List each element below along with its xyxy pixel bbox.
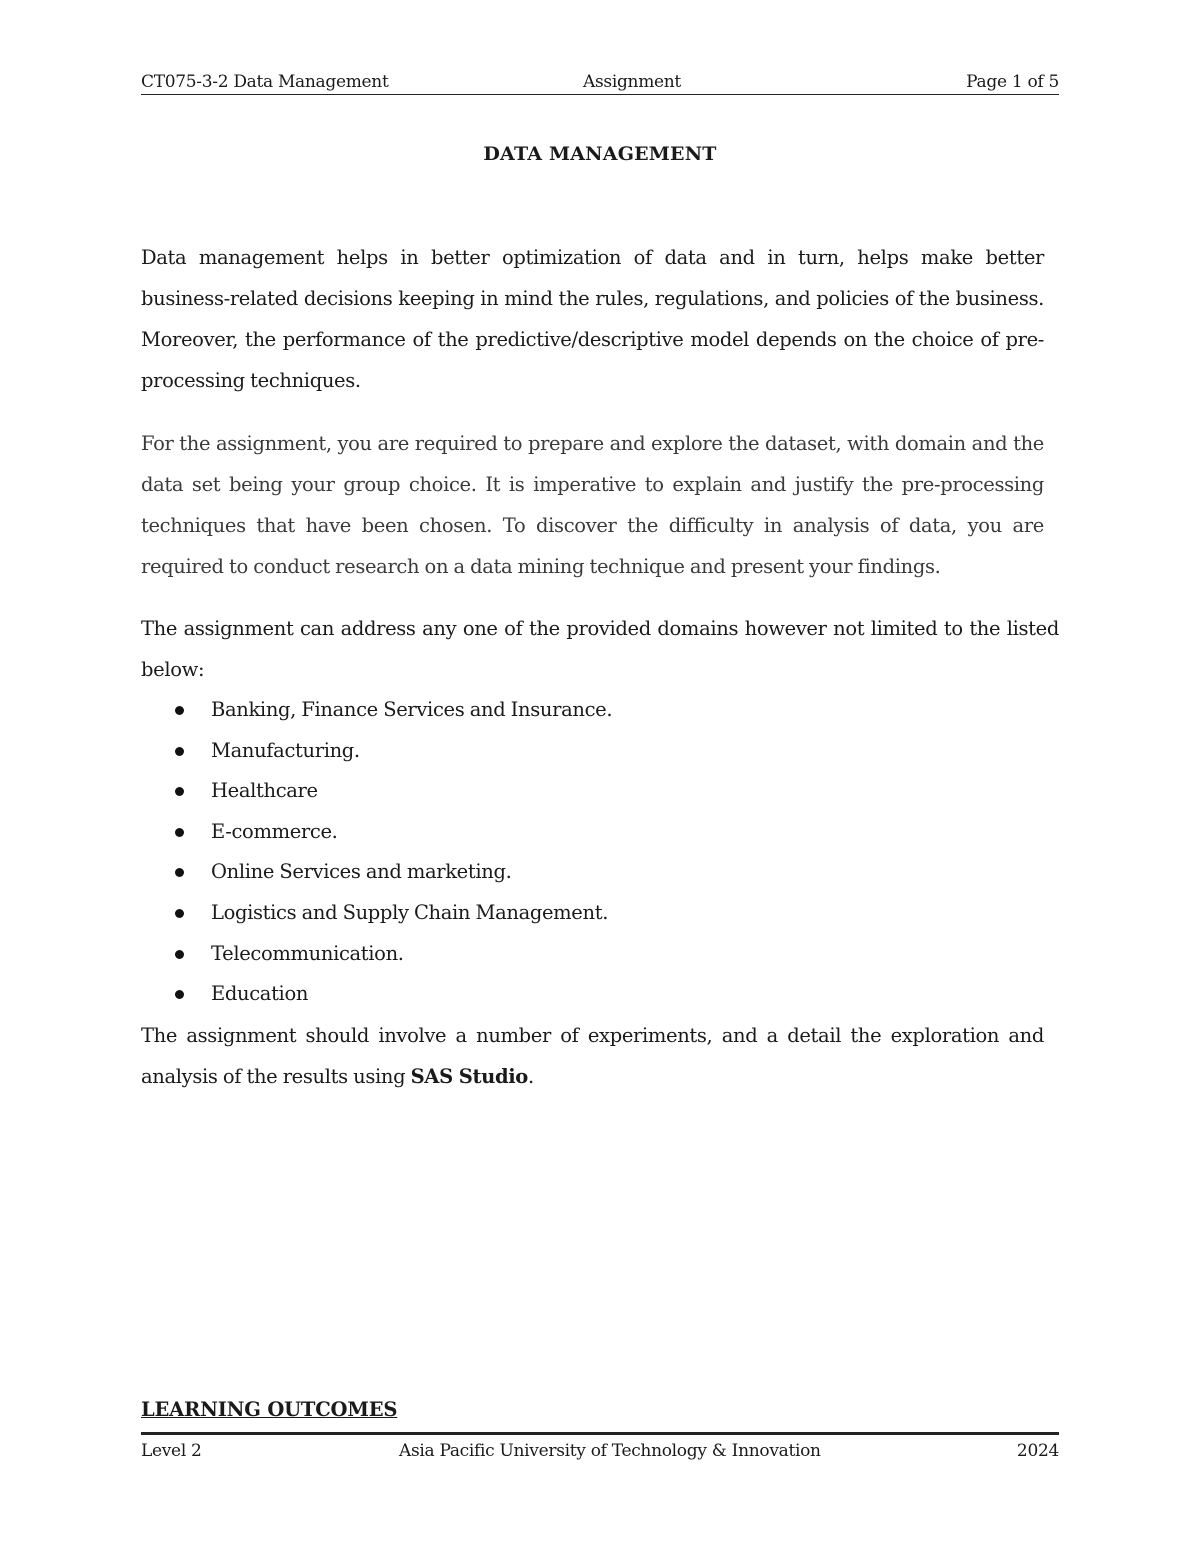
header-document-type: Assignment (583, 72, 681, 92)
bullet-icon (175, 747, 184, 756)
closing-prefix: The assignment should involve a number of experiments, and a detail the exploration and analysis of the results using (141, 1024, 1044, 1088)
closing-suffix: . (527, 1065, 534, 1088)
intro-paragraph (141, 237, 1044, 401)
list-item (141, 771, 612, 812)
bullet-icon (175, 950, 184, 959)
list-item (141, 893, 612, 934)
task-paragraph (141, 423, 1044, 587)
page-header (141, 72, 1059, 95)
list-item (141, 934, 612, 975)
tool-name: SAS Studio (410, 1065, 528, 1088)
task-text: For the assignment, you are required to prepare and explore the dataset, with domain and the data set being your group choice. It is imperative to explain and justify the pre-processing techniques that have been chosen. To discover the difficulty in analysis of data, you are required to conduct research on a data mining technique and present your findings. (141, 432, 1044, 578)
bullet-icon (175, 868, 184, 877)
domain-label: Manufacturing. (211, 738, 360, 762)
closing-paragraph (141, 1015, 1044, 1097)
footer-institution: Asia Pacific University of Technology & Innovation (399, 1441, 821, 1461)
domain-label: E-commerce. (211, 819, 338, 843)
bullet-icon (175, 828, 184, 837)
intro-text: Data management helps in better optimization of data and in turn, helps make better business-related decisions keeping in mind the rules, regulations, and policies of the business. Moreover, the performance of the predictive/descriptive model depends on the choice of pre-processing techniques. (141, 246, 1044, 392)
list-item (141, 852, 612, 893)
domain-label: Telecommunication. (211, 941, 404, 965)
list-item (141, 690, 612, 731)
closing-text (141, 1015, 1044, 1097)
bullet-icon (175, 787, 184, 796)
header-course-code: CT075-3-2 Data Management (141, 72, 389, 92)
footer-level: Level 2 (141, 1441, 202, 1461)
learning-outcomes-heading: LEARNING OUTCOMES (141, 1398, 398, 1421)
list-item (141, 812, 612, 853)
footer-year: 2024 (1016, 1441, 1059, 1461)
bullet-icon (175, 990, 184, 999)
domain-label: Healthcare (211, 779, 318, 803)
domains-intro-paragraph (141, 608, 1059, 690)
page-footer (141, 1432, 1059, 1469)
bullet-icon (175, 909, 184, 918)
domains-intro-text: The assignment can address any one of the provided domains however not limited to the listed below: (141, 617, 1059, 681)
domain-label: Online Services and marketing. (211, 860, 512, 884)
page-title: DATA MANAGEMENT (483, 143, 717, 165)
domain-label: Banking, Finance Services and Insurance. (211, 698, 613, 721)
header-page-number: Page 1 of 5 (966, 72, 1059, 92)
domain-list (141, 690, 612, 1015)
list-item (141, 731, 612, 772)
domain-label: Education (211, 982, 309, 1006)
domain-label: Logistics and Supply Chain Management. (211, 900, 609, 924)
list-item (141, 974, 612, 1015)
bullet-icon (175, 706, 184, 715)
